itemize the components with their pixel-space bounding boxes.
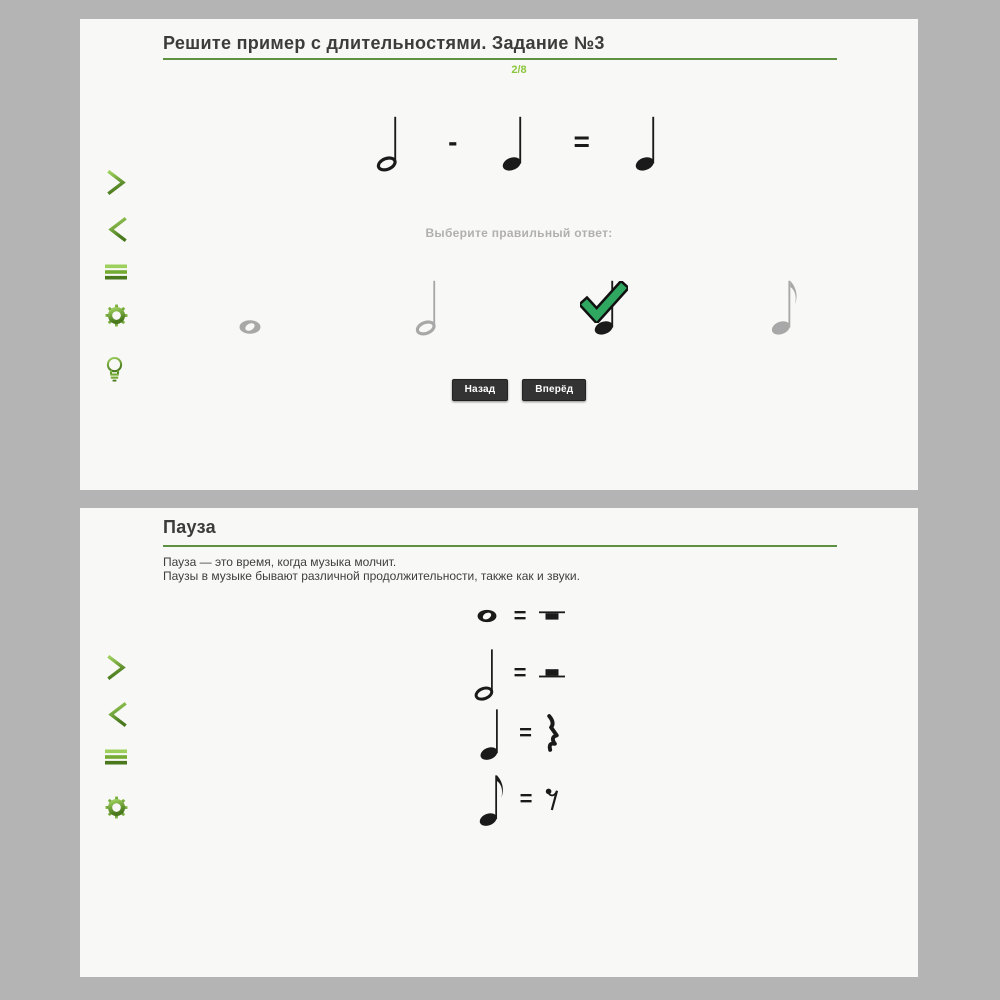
lesson-text-line-1: Пауза — это время, когда музыка молчит. bbox=[163, 555, 397, 569]
whole-rest-icon bbox=[539, 610, 565, 622]
rest-equation-eighth bbox=[120, 770, 918, 828]
title-underline bbox=[163, 58, 837, 60]
quarter-note-icon bbox=[634, 111, 662, 173]
answer-option-half-note[interactable] bbox=[399, 275, 459, 337]
whole-note-icon bbox=[235, 317, 265, 337]
answer-option-whole-note[interactable] bbox=[220, 317, 280, 337]
half-note-icon bbox=[376, 111, 404, 173]
whole-note-icon bbox=[473, 607, 501, 625]
equals-operator: = bbox=[513, 660, 527, 685]
forward-button[interactable]: Вперёд bbox=[522, 379, 586, 401]
lesson-text-line-2: Паузы в музыке бывают различной продолжительности, также как и звуки. bbox=[163, 569, 580, 583]
eighth-note-icon bbox=[479, 771, 507, 827]
equals-operator: = bbox=[513, 603, 527, 628]
half-note-icon bbox=[473, 645, 501, 701]
equals-operator: = bbox=[573, 126, 590, 157]
chevron-left-icon[interactable] bbox=[105, 701, 129, 728]
correct-check-icon bbox=[580, 281, 628, 323]
gear-icon[interactable] bbox=[105, 796, 128, 819]
rest-equation-half bbox=[120, 644, 918, 702]
half-note-icon bbox=[415, 275, 443, 337]
lesson-title: Пауза bbox=[163, 517, 216, 537]
quarter-rest-icon bbox=[545, 713, 560, 753]
minus-operator: - bbox=[448, 126, 458, 157]
answer-option-quarter-note[interactable] bbox=[577, 275, 637, 337]
equals-operator: = bbox=[519, 786, 533, 811]
duration-equation bbox=[120, 109, 918, 175]
progress-indicator: 2/8 bbox=[511, 64, 527, 76]
lightbulb-icon[interactable] bbox=[105, 356, 124, 384]
quarter-note-icon bbox=[478, 705, 506, 761]
chevron-left-icon[interactable] bbox=[105, 216, 129, 243]
chevron-right-icon[interactable] bbox=[105, 654, 129, 681]
menu-icon[interactable] bbox=[105, 264, 127, 280]
answers-row bbox=[220, 269, 816, 337]
chevron-right-icon[interactable] bbox=[105, 169, 129, 196]
rest-equation-whole bbox=[120, 598, 918, 634]
quarter-note-icon bbox=[501, 111, 529, 173]
title-underline bbox=[163, 545, 837, 547]
nav-buttons bbox=[120, 379, 918, 401]
rest-equation-quarter bbox=[120, 704, 918, 762]
eighth-note-icon bbox=[772, 275, 800, 337]
answer-option-eighth-note[interactable] bbox=[756, 275, 816, 337]
half-rest-icon bbox=[539, 667, 565, 679]
quiz-title: Решите пример с длительностями. Задание №3 bbox=[163, 33, 605, 53]
menu-icon[interactable] bbox=[105, 749, 127, 765]
equals-operator: = bbox=[519, 720, 532, 745]
lesson-panel bbox=[80, 508, 918, 977]
quiz-panel bbox=[80, 19, 918, 490]
answer-prompt: Выберите правильный ответ: bbox=[425, 226, 613, 240]
eighth-rest-icon bbox=[545, 787, 559, 811]
back-button[interactable]: Назад bbox=[452, 379, 509, 401]
gear-icon[interactable] bbox=[105, 304, 128, 327]
